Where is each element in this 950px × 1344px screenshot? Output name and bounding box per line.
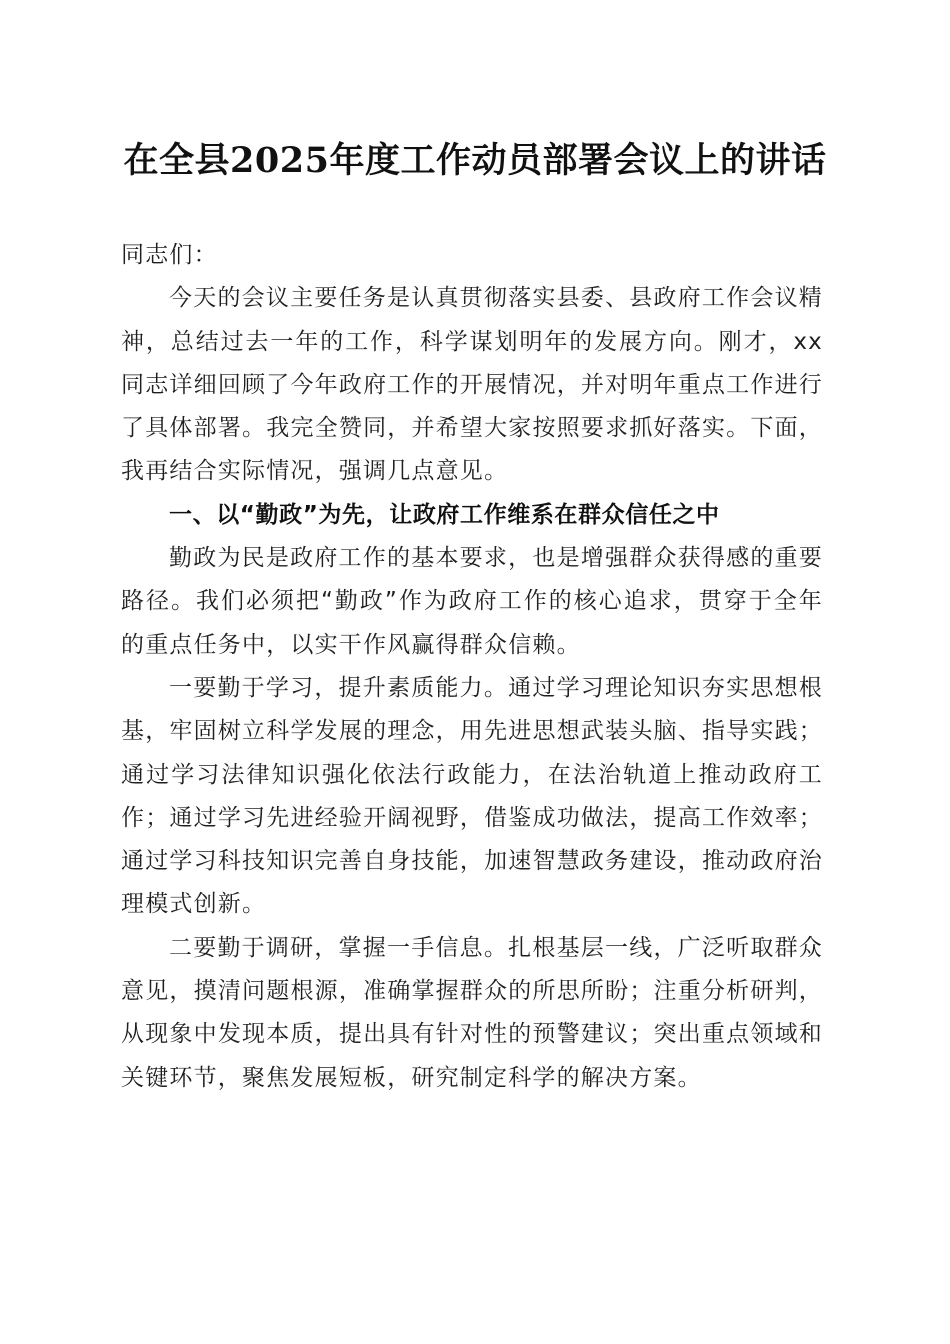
intro-paragraph: 今天的会议主要任务是认真贯彻落实县委、县政府工作会议精神，总结过去一年的工作，科学谋划明年的发展方向。刚才，xx同志详细回顾了今年政府工作的开展情况，并对明年重点工作进行了具体部署。我完全赞同，并希望大家按照要求抓好落实。下面，我再结合实际情况，强调几点意见。 (121, 285, 823, 485)
salutation: 同志们： (121, 242, 218, 268)
document-title: 在全县2025年度工作动员部署会议上的讲话 (123, 140, 827, 181)
section-1-lead-paragraph: 勤政为民是政府工作的基本要求，也是增强群众获得感的重要路径。我们必须把“勤政”作为政府工作的核心追求，贯穿于全年的重点任务中，以实干作风赢得群众信赖。 (121, 545, 823, 658)
point-2-paragraph: 二要勤于调研，掌握一手信息。扎根基层一线，广泛听取群众意见，摸清问题根源，准确掌握群众的所思所盼；注重分析研判，从现象中发现本质，提出具有针对性的预警建议；突出重点领域和关键环节，聚焦发展短板，研究制定科学的解决方案。 (121, 934, 823, 1091)
document-body (121, 234, 823, 1100)
point-1-paragraph: 一要勤于学习，提升素质能力。通过学习理论知识夯实思想根基，牢固树立科学发展的理念，用先进思想武装头脑、指导实践；通过学习法律知识强化依法行政能力，在法治轨道上推动政府工作；通过学习先进经验开阔视野，借鉴成功做法，提高工作效率；通过学习科技知识完善自身技能，加速智慧政务建设，推动政府治理模式创新。 (121, 674, 823, 918)
section-heading-1: 一、以“勤政”为先，让政府工作维系在群众信任之中 (169, 501, 720, 528)
